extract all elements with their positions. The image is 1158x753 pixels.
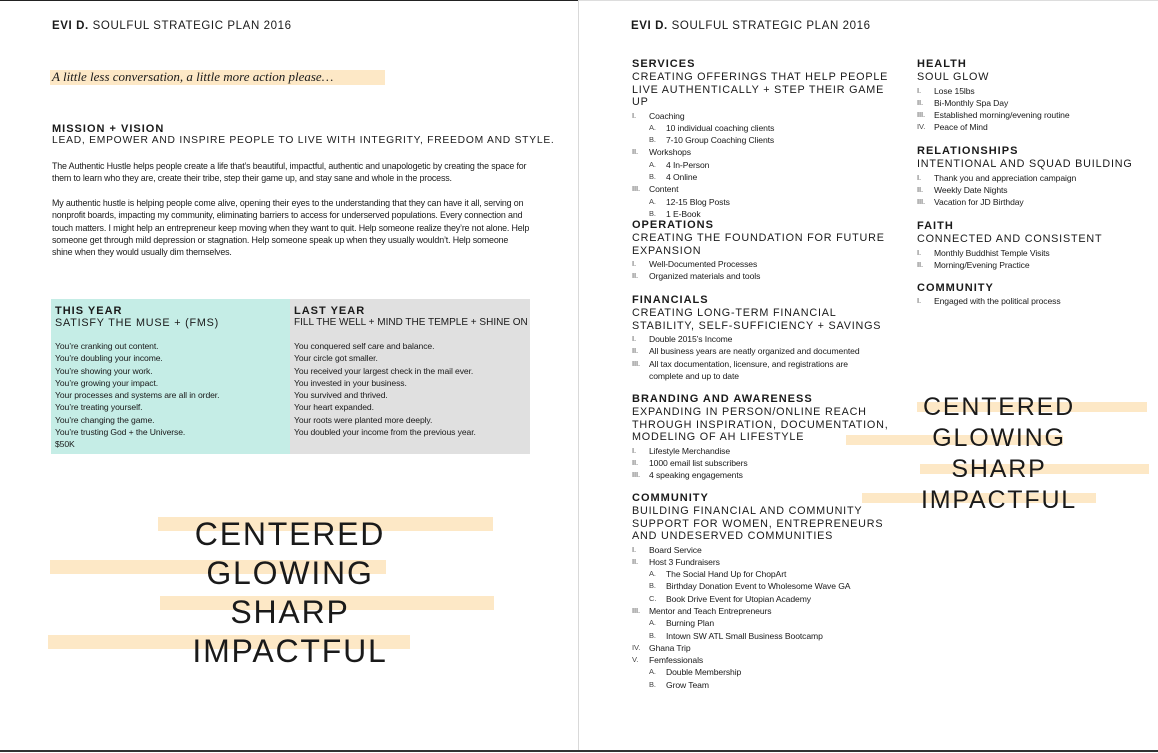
- section-list: [632, 544, 897, 692]
- list-item: You conquered self care and balance.: [294, 341, 435, 351]
- list-item: I. Thank you and appreciation campaign: [917, 172, 1077, 183]
- list-item: II. Bi-Monthly Spa Day: [917, 97, 1009, 108]
- header-name: EVI D.: [631, 20, 668, 32]
- list-item: II. Weekly Date Nights: [917, 184, 1008, 195]
- page-header: [52, 20, 292, 32]
- section-subtitle: CREATING LONG-TERM FINANCIAL STABILITY, SELF-SUFFICIENCY + SAVINGS: [632, 307, 882, 332]
- list-item: A. The Social Hand Up for ChopArt: [649, 569, 787, 580]
- section-list: [917, 295, 1142, 307]
- section-title: SERVICES: [632, 58, 696, 70]
- focus-word-centered: CENTERED: [923, 393, 1075, 421]
- list-item: III. Mentor and Teach Entrepreneurs: [632, 605, 772, 616]
- right-page: [579, 0, 1158, 753]
- list-item: III. 4 speaking engagements: [632, 470, 743, 481]
- mission-paragraph-1: The Authentic Hustle helps people create a life that’s beautiful, impactful, authentic and unapologetic by creating the space for them to learn who they are, create their tribe, step their game up, and stay sane and whole in the process.: [52, 161, 527, 184]
- list-item: Your circle got smaller.: [294, 353, 378, 364]
- list-item: B. 1 E-Book: [649, 208, 701, 219]
- list-item: You doubled your income from the previous year.: [294, 427, 476, 438]
- last-year-box: [290, 299, 530, 454]
- section-faith: [917, 220, 1142, 271]
- list-item: You survived and thrived.: [294, 390, 388, 401]
- mission-subtitle: LEAD, EMPOWER AND INSPIRE PEOPLE TO LIVE WITH INTEGRITY, FREEDOM AND STYLE.: [52, 135, 555, 146]
- list-item: You’re growing your impact.: [55, 377, 159, 388]
- list-item: II. Workshops: [632, 147, 691, 158]
- section-title: BRANDING AND AWARENESS: [632, 393, 813, 405]
- mission-paragraph-2: My authentic hustle is helping people come alive, opening their eyes to the understanding that they can have it all, serving on nonprofit boards, impacting my community, eliminating barriers to access for underserved populations. Every connection and touch matters. I might help an entrepreneur keep moving when they want to quit. Help someone realize they’re not alone. Help someone get through mild depression or stagnation. Help someone speak up when they usually wouldn’t. Help someone shine when they would usually dim themselves.: [52, 198, 530, 258]
- list-item: I. Board Service: [632, 544, 702, 555]
- list-item: I. Double 2015’s Income: [632, 334, 733, 344]
- list-item: III. Vacation for JD Birthday: [917, 197, 1024, 208]
- list-item: You’re treating yourself.: [55, 402, 143, 413]
- list-item: I. Coaching: [632, 110, 685, 121]
- section-title: FINANCIALS: [632, 294, 709, 306]
- section-list: [632, 258, 892, 283]
- last-year-list: [294, 340, 476, 438]
- section-subtitle: SOUL GLOW: [917, 71, 990, 83]
- section-financials: [632, 294, 892, 382]
- this-year-subtitle: SATISFY THE MUSE + (FMS): [55, 317, 220, 329]
- section-list: [632, 445, 892, 482]
- list-item: III. All tax documentation, licensure, and registrations are: [632, 358, 848, 369]
- list-item: You’re changing the game.: [55, 414, 155, 425]
- section-community-2: [917, 282, 1142, 307]
- list-item: B. 7-10 Group Coaching Clients: [649, 135, 775, 146]
- tagline: A little less conversation, a little more action please…: [52, 69, 334, 84]
- header-title: SOULFUL STRATEGIC PLAN 2016: [671, 20, 871, 32]
- list-item: II. Host 3 Fundraisers: [632, 556, 720, 567]
- focus-word-impactful: IMPACTFUL: [920, 486, 1078, 514]
- list-item: B. Grow Team: [649, 679, 709, 690]
- section-subtitle: INTENTIONAL AND SQUAD BUILDING: [917, 158, 1133, 170]
- list-item: C. Book Drive Event for Utopian Academy: [649, 593, 811, 604]
- last-year-title: LAST YEAR: [294, 305, 366, 317]
- list-item: I. Lose 15lbs: [917, 85, 975, 96]
- section-community: [632, 492, 897, 691]
- list-item: III. Established morning/evening routine: [917, 110, 1070, 121]
- section-subtitle: CREATING OFFERINGS THAT HELP PEOPLE LIVE AUTHENTICALLY + STEP THEIR GAME UP: [632, 71, 889, 108]
- section-list: [632, 110, 902, 221]
- section-title: RELATIONSHIPS: [917, 145, 1019, 157]
- list-item: You’re trusting God + the Universe.: [55, 427, 186, 438]
- list-item: You’re cranking out content.: [55, 341, 159, 351]
- list-item: I. Well-Documented Processes: [632, 259, 758, 269]
- list-item: B. 4 Online: [649, 171, 698, 182]
- list-item: You received your largest check in the mail ever.: [294, 365, 474, 376]
- list-item: B. Birthday Donation Event to Wholesome Wave GA: [649, 581, 851, 592]
- section-services: [632, 58, 902, 220]
- section-subtitle: EXPANDING IN PERSON/ONLINE REACH THROUGH INSPIRATION, DOCUMENTATION, MODELING OF AH LIFESTYLE: [632, 406, 889, 443]
- section-title: COMMUNITY: [632, 492, 709, 504]
- list-item: II. Organized materials and tools: [632, 271, 761, 282]
- section-relationships: [917, 145, 1142, 208]
- list-item: III. Content: [632, 184, 679, 195]
- section-operations: [632, 219, 892, 283]
- list-item: You’re doubling your income.: [55, 353, 163, 364]
- left-page: [0, 0, 578, 753]
- list-item: A. Burning Plan: [649, 618, 715, 629]
- section-subtitle: BUILDING FINANCIAL AND COMMUNITY SUPPORT FOR WOMEN, ENTREPRENEURS AND UNDESERVED COMMUNITIES: [632, 505, 884, 542]
- focus-word-impactful: IMPACTFUL: [192, 633, 388, 669]
- section-list: [917, 85, 1142, 134]
- this-year-list: [55, 340, 219, 451]
- list-item: complete and up to date: [649, 370, 739, 381]
- list-item: II. All business years are neatly organized and documented: [632, 346, 860, 357]
- list-item: IV. Peace of Mind: [917, 122, 988, 133]
- section-list: [632, 333, 892, 382]
- list-item: II. Morning/Evening Practice: [917, 259, 1030, 270]
- list-item: I. Lifestyle Merchandise: [632, 445, 731, 456]
- list-item: V. Femfessionals: [632, 655, 704, 666]
- list-item: A. 4 In-Person: [649, 159, 710, 170]
- list-item: You invested in your business.: [294, 377, 407, 388]
- list-item: A. 10 individual coaching clients: [649, 122, 775, 133]
- section-list: [917, 247, 1142, 272]
- focus-word-sharp: SHARP: [230, 594, 350, 630]
- section-title: FAITH: [917, 220, 954, 232]
- section-list: [917, 172, 1142, 209]
- list-item: A. Double Membership: [649, 667, 742, 678]
- mission-title: MISSION + VISION: [52, 123, 165, 135]
- section-subtitle: CONNECTED AND CONSISTENT: [917, 233, 1103, 245]
- section-health: [917, 58, 1142, 134]
- list-item: IV. Ghana Trip: [632, 642, 691, 653]
- section-title: OPERATIONS: [632, 219, 714, 231]
- focus-word-centered: CENTERED: [194, 516, 386, 552]
- focus-word-glowing: GLOWING: [932, 424, 1066, 452]
- section-subtitle: CREATING THE FOUNDATION FOR FUTURE EXPANSION: [632, 232, 885, 257]
- list-item: Your roots were planted more deeply.: [294, 414, 433, 425]
- list-item: Your heart expanded.: [294, 402, 374, 413]
- list-item: I. Monthly Buddhist Temple Visits: [917, 247, 1050, 258]
- page-header: [631, 20, 871, 32]
- list-item: Your processes and systems are all in order.: [55, 390, 220, 401]
- list-item: II. 1000 email list subscribers: [632, 457, 748, 468]
- list-item: A. 12-15 Blog Posts: [649, 196, 730, 207]
- header-title: SOULFUL STRATEGIC PLAN 2016: [92, 20, 292, 32]
- focus-word-sharp: SHARP: [951, 455, 1047, 483]
- list-item: B. Intown SW ATL Small Business Bootcamp: [649, 630, 823, 641]
- list-item: I. Engaged with the political process: [917, 296, 1061, 306]
- this-year-title: THIS YEAR: [55, 305, 123, 317]
- section-title: HEALTH: [917, 58, 967, 70]
- this-year-box: [51, 299, 290, 454]
- list-item: $50K: [55, 439, 75, 450]
- last-year-subtitle: FILL THE WELL + MIND THE TEMPLE + SHINE ON: [294, 317, 528, 328]
- section-title: COMMUNITY: [917, 282, 994, 294]
- focus-word-glowing: GLOWING: [206, 555, 374, 591]
- header-name: EVI D.: [52, 20, 89, 32]
- list-item: You’re showing your work.: [55, 365, 153, 376]
